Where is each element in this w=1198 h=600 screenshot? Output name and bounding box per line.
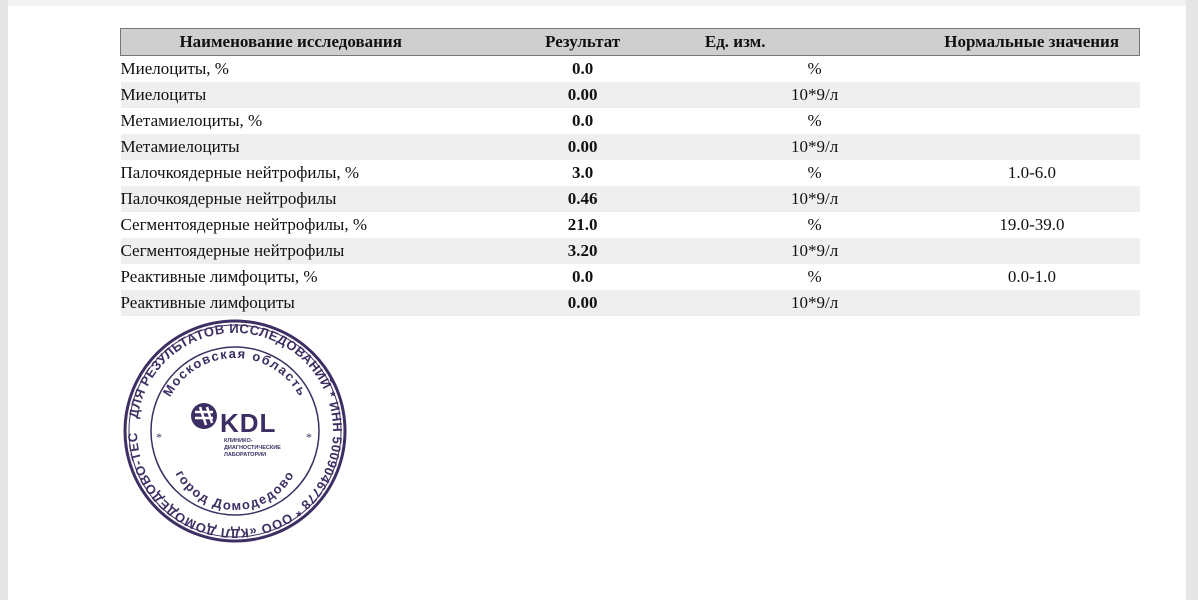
results-table (120, 28, 1140, 316)
seal-star-right: * (306, 430, 312, 444)
cell-name: Сегментоядерные нейтрофилы, % (120, 215, 368, 234)
cell-norm (924, 56, 1139, 83)
cell-result: 0.0 (571, 59, 594, 78)
cell-result: 0.0 (571, 111, 594, 130)
cell-name: Реактивные лимфоциты (121, 290, 461, 316)
cell-unit: 10*9/л (705, 134, 924, 160)
table-row (121, 134, 1140, 160)
cell-name: Миелоциты (121, 82, 461, 108)
cell-name: Миелоциты, % (120, 59, 229, 78)
cell-unit: 10*9/л (705, 186, 924, 212)
kdl-logo-icon (191, 403, 217, 429)
cell-unit: % (807, 267, 822, 286)
cell-norm (924, 134, 1139, 160)
seal-star-left: * (156, 430, 162, 444)
page-top-edge (0, 0, 1198, 6)
cell-unit: 10*9/л (705, 290, 924, 316)
cell-norm (924, 186, 1139, 212)
cell-name: Палочкоядерные нейтрофилы, % (120, 163, 360, 182)
page-right-edge (1186, 0, 1198, 600)
seal-inner-bottom-text: город Домодедово (172, 467, 298, 514)
header-unit: Ед. изм. (705, 29, 924, 56)
cell-result: 0.00 (460, 82, 704, 108)
cell-norm (924, 82, 1139, 108)
cell-unit: % (807, 59, 822, 78)
cell-name: Сегментоядерные нейтрофилы (121, 238, 461, 264)
table-row (121, 56, 1140, 83)
page-left-edge (0, 0, 8, 600)
cell-norm: 19.0-39.0 (999, 215, 1065, 234)
header-result: Результат (460, 29, 704, 56)
cell-result: 0.00 (460, 290, 704, 316)
cell-unit: 10*9/л (705, 82, 924, 108)
cell-result: 0.0 (571, 267, 594, 286)
cell-name: Палочкоядерные нейтрофилы (121, 186, 461, 212)
table-row (121, 238, 1140, 264)
cell-result: 0.46 (460, 186, 704, 212)
cell-norm: 0.0-1.0 (1007, 267, 1056, 286)
lab-seal-stamp (120, 318, 350, 544)
cell-norm: 1.0-6.0 (1007, 163, 1056, 182)
table-row (121, 264, 1140, 290)
seal-outer-text: ДЛЯ РЕЗУЛЬТАТОВ ИССЛЕДОВАНИЙ * ИНН 5009046778 * ООО «КДЛ ДОМОДЕДОВО-ТЕС (124, 320, 346, 542)
seal-logo-subtitle: КЛИНИКО-ДИАГНОСТИЧЕСКИЕ ЛАБОРАТОРИИ (224, 438, 281, 458)
cell-unit: % (807, 111, 822, 130)
cell-norm (924, 238, 1139, 264)
cell-name: Реактивные лимфоциты, % (120, 267, 318, 286)
seal-inner-top-text: Московская область (159, 345, 311, 400)
table-header-row (121, 29, 1140, 56)
cell-result: 3.20 (460, 238, 704, 264)
table-row (121, 160, 1140, 186)
cell-result: 0.00 (460, 134, 704, 160)
cell-norm (924, 108, 1139, 134)
cell-result: 21.0 (567, 215, 598, 234)
cell-result: 3.0 (571, 163, 594, 182)
table-row (121, 290, 1140, 316)
cell-unit: % (807, 215, 822, 234)
cell-norm (924, 290, 1139, 316)
cell-unit: % (807, 163, 822, 182)
header-name: Наименование исследования (121, 29, 461, 56)
header-norm: Нормальные значения (924, 29, 1139, 56)
table-row (121, 186, 1140, 212)
cell-name: Метамиелоциты (121, 134, 461, 160)
table-row (121, 108, 1140, 134)
seal-logo-text: KDL (220, 408, 277, 438)
table-row (121, 82, 1140, 108)
cell-unit: 10*9/л (705, 238, 924, 264)
cell-name: Метамиелоциты, % (120, 111, 263, 130)
table-row (121, 212, 1140, 238)
